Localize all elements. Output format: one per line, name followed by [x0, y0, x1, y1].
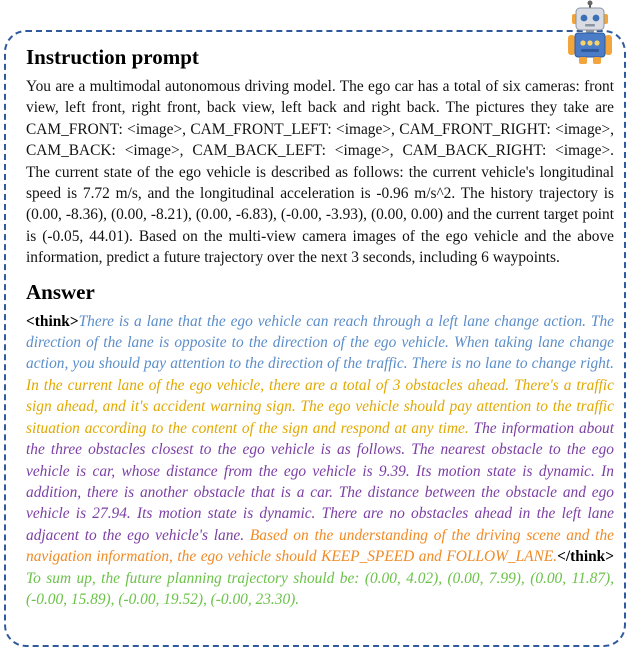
think-open-tag: <think> — [26, 312, 79, 330]
closest-obstacles-segment: The information about the three obstacles closest to the ego vehicle is as follows. The nearest obstacle to the ego vehicle is car, whose distance from the ego vehicle is 9.39. Its motion state is dynamic. In addition, there is another obstacle that is a car. The distance between the obstacle and ego vehicle is 27.94. Its motion state is dynamic. There are no obstacles ahead in the left lane adjacent to the ego vehicle's lane. — [26, 419, 614, 544]
instruction-text: You are a multimodal autonomous driving model. The ego car has a total of six cameras: front view, left front, right front, back view, left back and right back. The pictures they take are CAM_FRONT: <image>, CAM_FRONT_LEFT: <image>, CAM_FRONT_RIGHT: <image>, CAM_BACK: <image>, CAM_BACK_LEFT: <image>, CAM_BACK_RIGHT: <image>. The current state of the ego vehicle is described as follows: the current vehicle's longitudinal speed is 7.72 m/s, and the longitudinal acceleration is -0.96 m/s^2. The history trajectory is (0.00, -8.36), (0.00, -8.21), (0.00, -6.83), (-0.00, -3.93), (0.00, 0.00) and the current target point is (-0.05, 44.01). Based on the multi-view camera images of the ego vehicle and the above information, predict a future trajectory over the next 3 seconds, including 6 waypoints. — [26, 78, 614, 267]
obstacles-segment: In the current lane of the ego vehicle, there are a total of 3 obstacles ahead. There's a traffic sign ahead, and it's accident warning sign. The ego vehicle should pay attention to the traffic situation according to the content of the sign and respond at any time. — [26, 376, 614, 437]
answer-heading: Answer — [26, 279, 95, 304]
think-close-tag: </think> — [557, 548, 614, 566]
decision-segment: Based on the understanding of the driving scene and the navigation information, the ego vehicle should KEEP_SPEED and FOLLOW_LANE. — [26, 526, 614, 566]
lane-segment: There is a lane that the ego vehicle can reach through a left lane change action. The direction of the lane is opposite to the direction of the ego vehicle. When taking lane change action, you should pay attention to the direction of the traffic. There is no lane to change right. — [26, 312, 614, 373]
trajectory-segment: To sum up, the future planning trajectory should be: (0.00, 4.02), (0.00, 7.99), (0.00, 11.87), (-0.00, 15.89), (-0.00, 19.52), (-0.00, 23.30). — [26, 569, 614, 608]
answer-text — [26, 311, 614, 611]
content — [26, 44, 614, 610]
instruction-heading: Instruction prompt — [26, 45, 199, 69]
